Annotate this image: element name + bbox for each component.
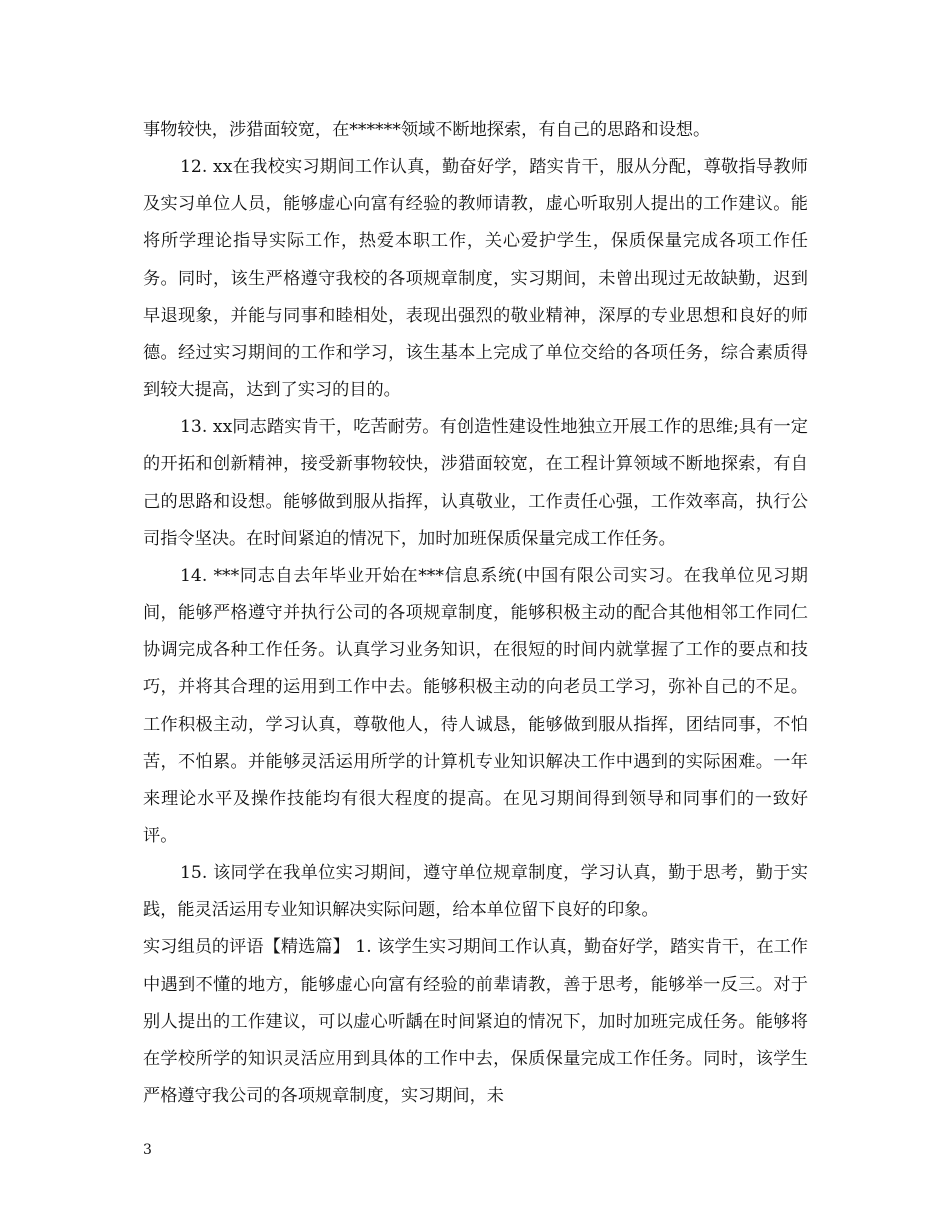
paragraph-section-selected: 实习组员的评语【精选篇】 1. 该学生实习期间工作认真，勤奋好学，踏实肯干，在工作中遇到不懂的地方，能够虚心向富有经验的前辈请教，善于思考，能够举一反三。对于别人提出的工作建议，可以虚心听龋在时间紧迫的情况下，加时加班完成任务。能够将在学校所学的知识灵活应用到具体的工作中去，保质保量完成工作任务。同时，该学生严格遵守我公司的各项规章制度，实习期间，未 xyxy=(143,937,808,1107)
paragraph-item-14: 14. ***同志自去年毕业开始在***信息系统(中国有限公司实习。在我单位见习期间，能够严格遵守并执行公司的各项规章制度，能够积极主动的配合其他相邻工作同仁协调完成各种工作任务。认真学习业务知识，在很短的时间内就掌握了工作的要点和技巧，并将其合理的运用到工作中去。能够积极主动的向老员工学习，弥补自己的不足。工作积极主动，学习认真，尊敬他人，待人诚恳，能够做到服从指挥，团结同事，不怕苦，不怕累。并能够灵活运用所学的计算机专业知识解决工作中遇到的实际困难。一年来理论水平及操作技能均有很大程度的提高。在见习期间得到领导和同事们的一致好评。 xyxy=(143,565,808,846)
page-number: 3 xyxy=(143,1142,152,1158)
paragraph-item-15: 15. 该同学在我单位实习期间，遵守单位规章制度，学习认真，勤于思考，勤于实践，能灵活运用专业知识解决实际问题，给本单位留下良好的印象。 xyxy=(143,863,808,921)
paragraph-continuation: 事物较快，涉猎面较宽，在******领域不断地探索，有自己的思路和设想。 xyxy=(143,120,711,140)
document-body xyxy=(143,112,808,1115)
paragraph-item-12: 12. xx在我校实习期间工作认真，勤奋好学，踏实肯干，服从分配，尊敬指导教师及实习单位人员，能够虚心向富有经验的教师请教，虚心听取别人提出的工作建议。能将所学理论指导实际工作，热爱本职工作，关心爱护学生，保质保量完成各项工作任务。同时，该生严格遵守我校的各项规章制度，实习期间，未曾出现过无故缺勤，迟到早退现象，并能与同事和睦相处，表现出强烈的敬业精神，深厚的专业思想和良好的师德。经过实习期间的工作和学习，该生基本上完成了单位交给的各项任务，综合素质得到较大提高，达到了实习的目的。 xyxy=(143,157,808,401)
paragraph-item-13: 13. xx同志踏实肯干，吃苦耐劳。有创造性建设性地独立开展工作的思维;具有一定的开拓和创新精神，接受新事物较快，涉猎面较宽，在工程计算领域不断地探索，有自己的思路和设想。能够做到服从指挥，认真敬业，工作责任心强，工作效率高，执行公司指令坚决。在时间紧迫的情况下，加时加班保质保量完成工作任务。 xyxy=(143,417,808,549)
